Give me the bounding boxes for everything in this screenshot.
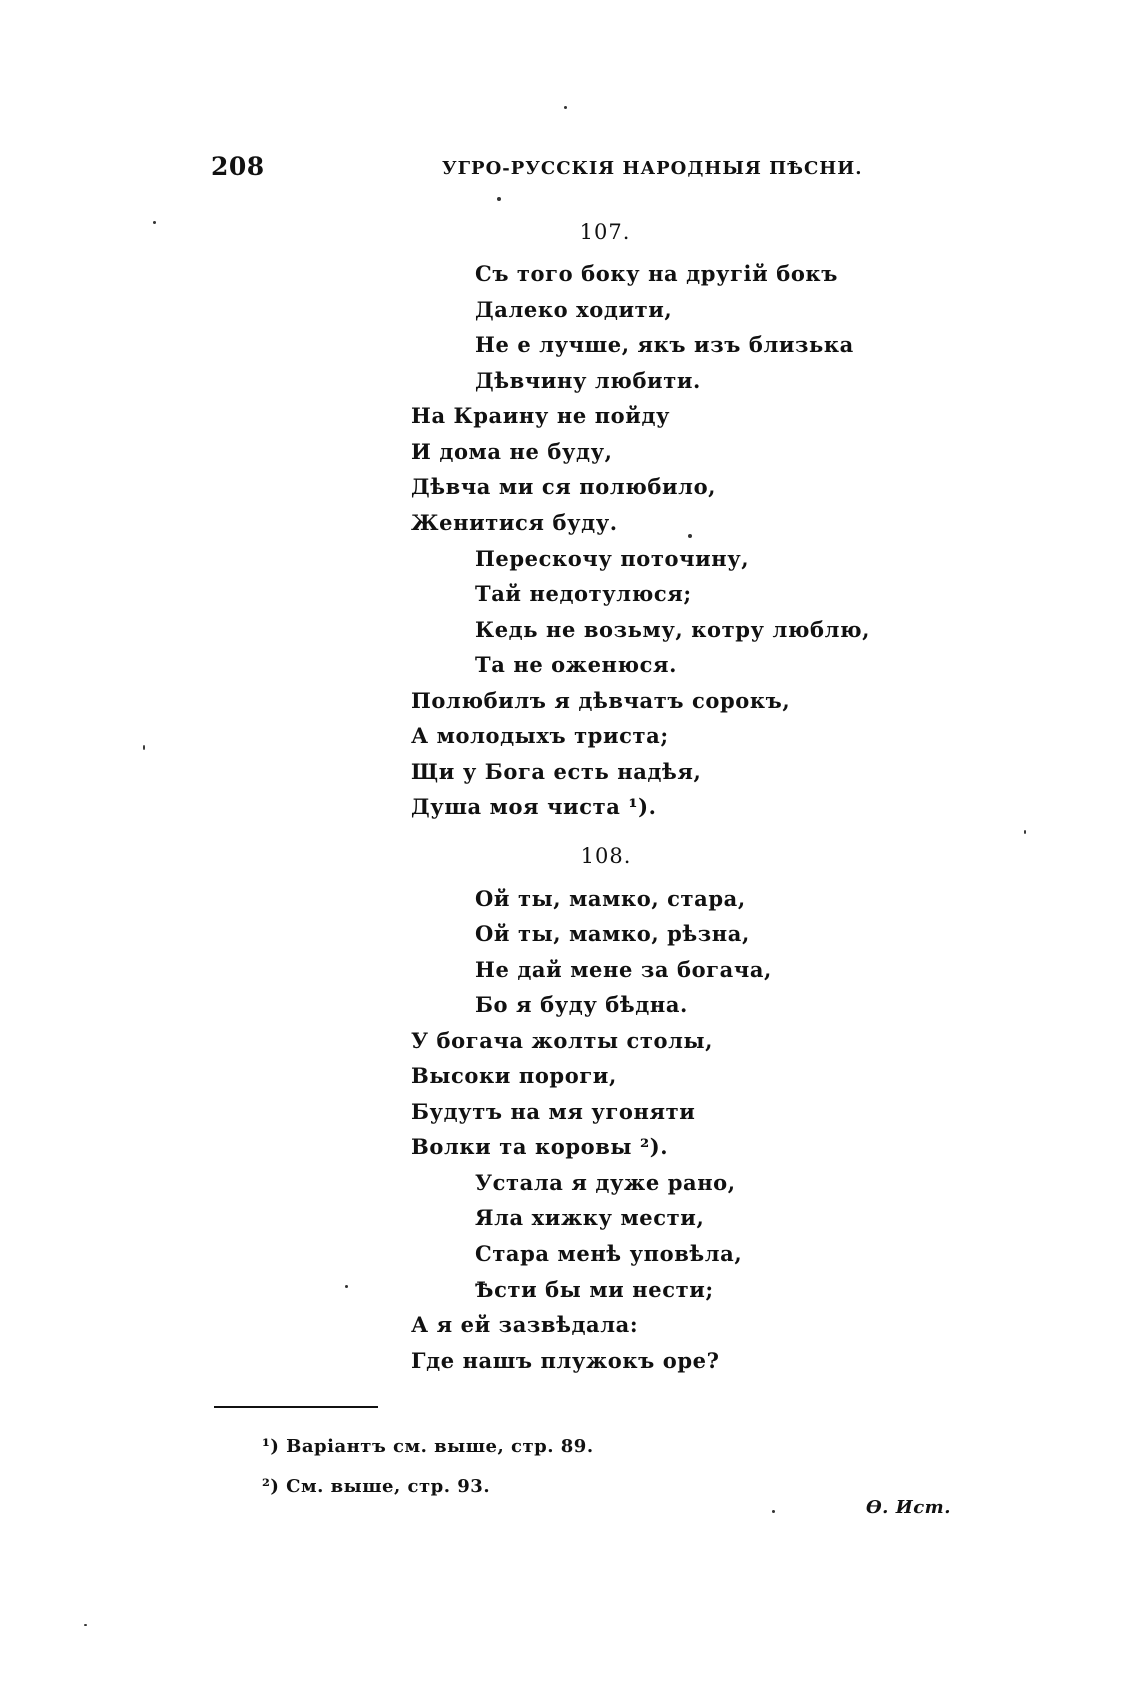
verse-line: Устала я дуже рано, [475, 1170, 736, 1195]
scan-speck [497, 197, 501, 201]
verse-line: Высоки пороги, [411, 1063, 617, 1088]
verse-line: Не е лучше, якъ изъ близька [475, 332, 854, 357]
footnote: ¹) Варіантъ см. выше, стр. 89. [262, 1436, 594, 1457]
verse-line: Та не оженюся. [475, 652, 678, 677]
verse-line: Бо я буду бѣдна. [475, 992, 688, 1017]
scan-speck [772, 1510, 775, 1513]
verse-line: На Краину не пойду [411, 403, 671, 428]
verse-line: Дѣвча ми ся полюбило, [411, 474, 717, 499]
verse-line: Яла хижку мести, [475, 1205, 705, 1230]
page-number: 208 [211, 152, 265, 181]
verse-line: Дѣвчину любити. [475, 368, 701, 393]
verse-line: Ой ты, мамко, стара, [475, 886, 746, 911]
verse-line: Перескочу поточину, [475, 546, 750, 571]
verse-line: Кедь не возьму, котру люблю, [475, 617, 871, 642]
verse-line: Съ того боку на другій бокъ [475, 261, 838, 286]
verse-line: Душа моя чиста ¹). [411, 794, 657, 819]
scan-speck [345, 1285, 348, 1288]
song-number-108: 108. [580, 844, 632, 868]
scan-speck [688, 534, 692, 538]
scan-speck [1024, 830, 1026, 834]
verse-line: У богача жолты столы, [411, 1028, 714, 1053]
running-head: УГРО-РУССКІЯ НАРОДНЫЯ ПѢСНИ. [442, 158, 863, 179]
verse-line: А я ей зазвѣдала: [411, 1312, 639, 1337]
verse-line: Ѣсти бы ми нести; [475, 1277, 714, 1302]
scan-speck [564, 106, 567, 109]
scan-speck [143, 745, 145, 750]
footnote-rule [214, 1406, 378, 1408]
song-number-107: 107. [579, 220, 631, 244]
verse-line: Волки та коровы ²). [411, 1134, 669, 1159]
verse-line: Щи у Бога есть надѣя, [411, 759, 702, 784]
verse-line: Будутъ на мя угоняти [411, 1099, 696, 1124]
verse-line: Женитися буду. [411, 510, 618, 535]
footnote: ²) См. выше, стр. 93. [262, 1476, 491, 1497]
scan-speck [84, 1624, 87, 1626]
verse-line: И дома не буду, [411, 439, 613, 464]
verse-line: Где нашъ плужокъ оре? [411, 1348, 720, 1373]
verse-line: А молодыхъ триста; [411, 723, 669, 748]
verse-line: Далеко ходити, [475, 297, 673, 322]
verse-line: Тай недотулюся; [475, 581, 692, 606]
signature: Ѳ. Ист. [866, 1497, 951, 1518]
verse-line: Не дай мене за богача, [475, 957, 772, 982]
verse-line: Стара менѣ уповѣла, [475, 1241, 743, 1266]
verse-line: Ой ты, мамко, рѣзна, [475, 921, 750, 946]
verse-line: Полюбилъ я дѣвчатъ сорокъ, [411, 688, 791, 713]
scan-speck [153, 221, 156, 224]
